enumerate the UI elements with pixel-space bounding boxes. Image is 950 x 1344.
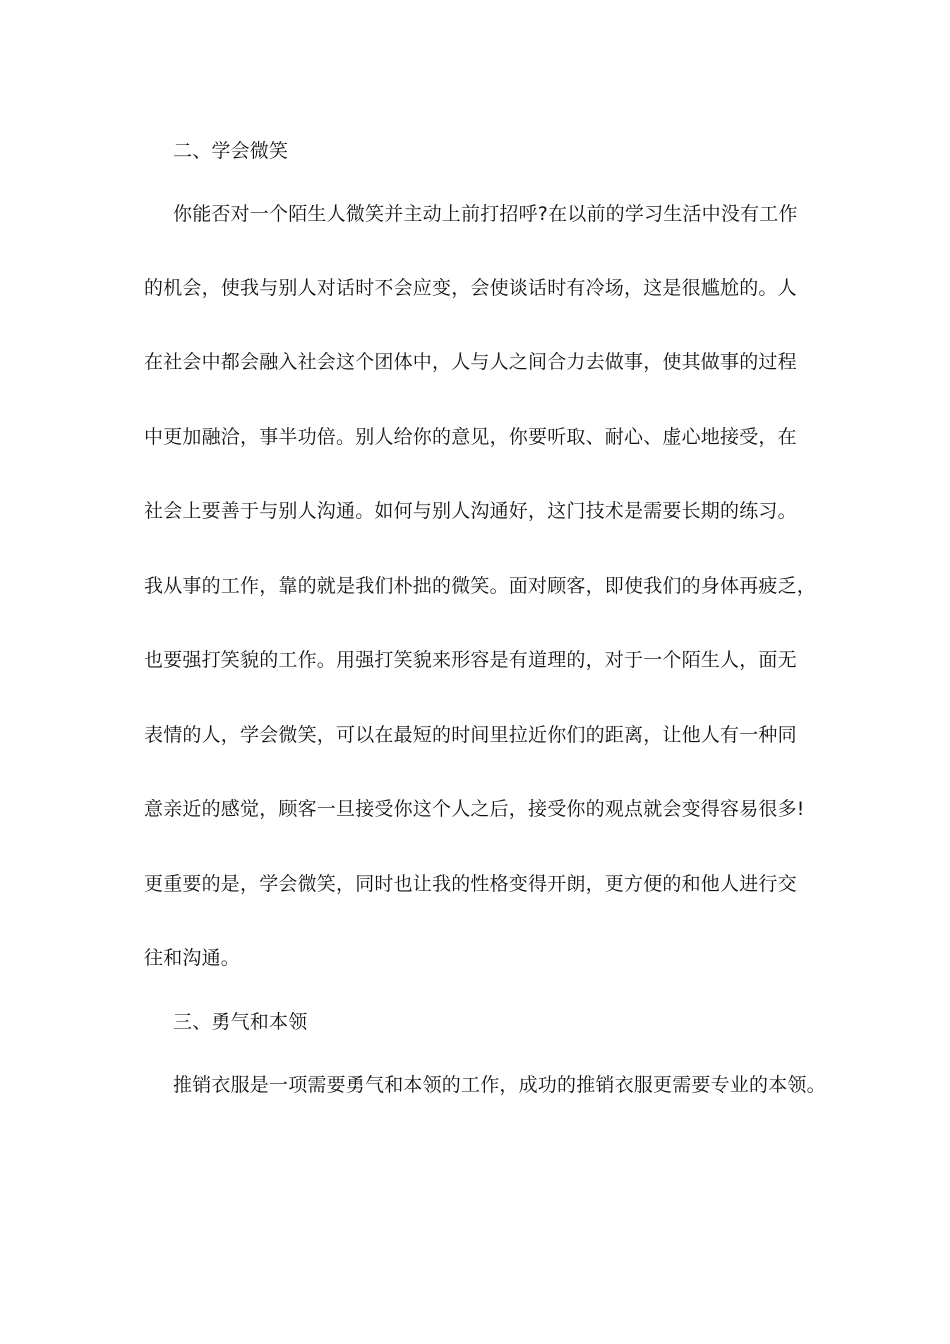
section-heading-3: 三、勇气和本领 bbox=[173, 1011, 308, 1033]
section-heading-2: 二、学会微笑 bbox=[173, 140, 289, 162]
paragraph-line: 中更加融洽，事半功倍。别人给你的意见，你要听取、耐心、虚心地接受，在 bbox=[144, 426, 797, 448]
paragraph-line: 你能否对一个陌生人微笑并主动上前打招呼?在以前的学习生活中没有工作 bbox=[173, 203, 798, 225]
paragraph-line: 更重要的是，学会微笑，同时也让我的性格变得开朗，更方便的和他人进行交 bbox=[144, 873, 797, 895]
paragraph-line: 意亲近的感觉，顾客一旦接受你这个人之后，接受你的观点就会变得容易很多! bbox=[144, 798, 805, 820]
paragraph-line: 的机会，使我与别人对话时不会应变，会使谈话时有冷场，这是很尴尬的。人 bbox=[144, 277, 797, 299]
paragraph-line: 也要强打笑貌的工作。用强打笑貌来形容是有道理的，对于一个陌生人，面无 bbox=[144, 649, 797, 671]
paragraph-line: 推销衣服是一项需要勇气和本领的工作，成功的推销衣服更需要专业的本领。 bbox=[173, 1074, 826, 1096]
paragraph-line: 在社会中都会融入社会这个团体中，人与人之间合力去做事，使其做事的过程 bbox=[144, 351, 797, 373]
paragraph-line: 我从事的工作，靠的就是我们朴拙的微笑。面对顾客，即使我们的身体再疲乏， bbox=[144, 575, 817, 597]
paragraph-line: 往和沟通。 bbox=[144, 947, 241, 969]
paragraph-line: 社会上要善于与别人沟通。如何与别人沟通好，这门技术是需要长期的练习。 bbox=[144, 500, 797, 522]
paragraph-line: 表情的人，学会微笑，可以在最短的时间里拉近你们的距离，让他人有一种同 bbox=[144, 724, 797, 746]
